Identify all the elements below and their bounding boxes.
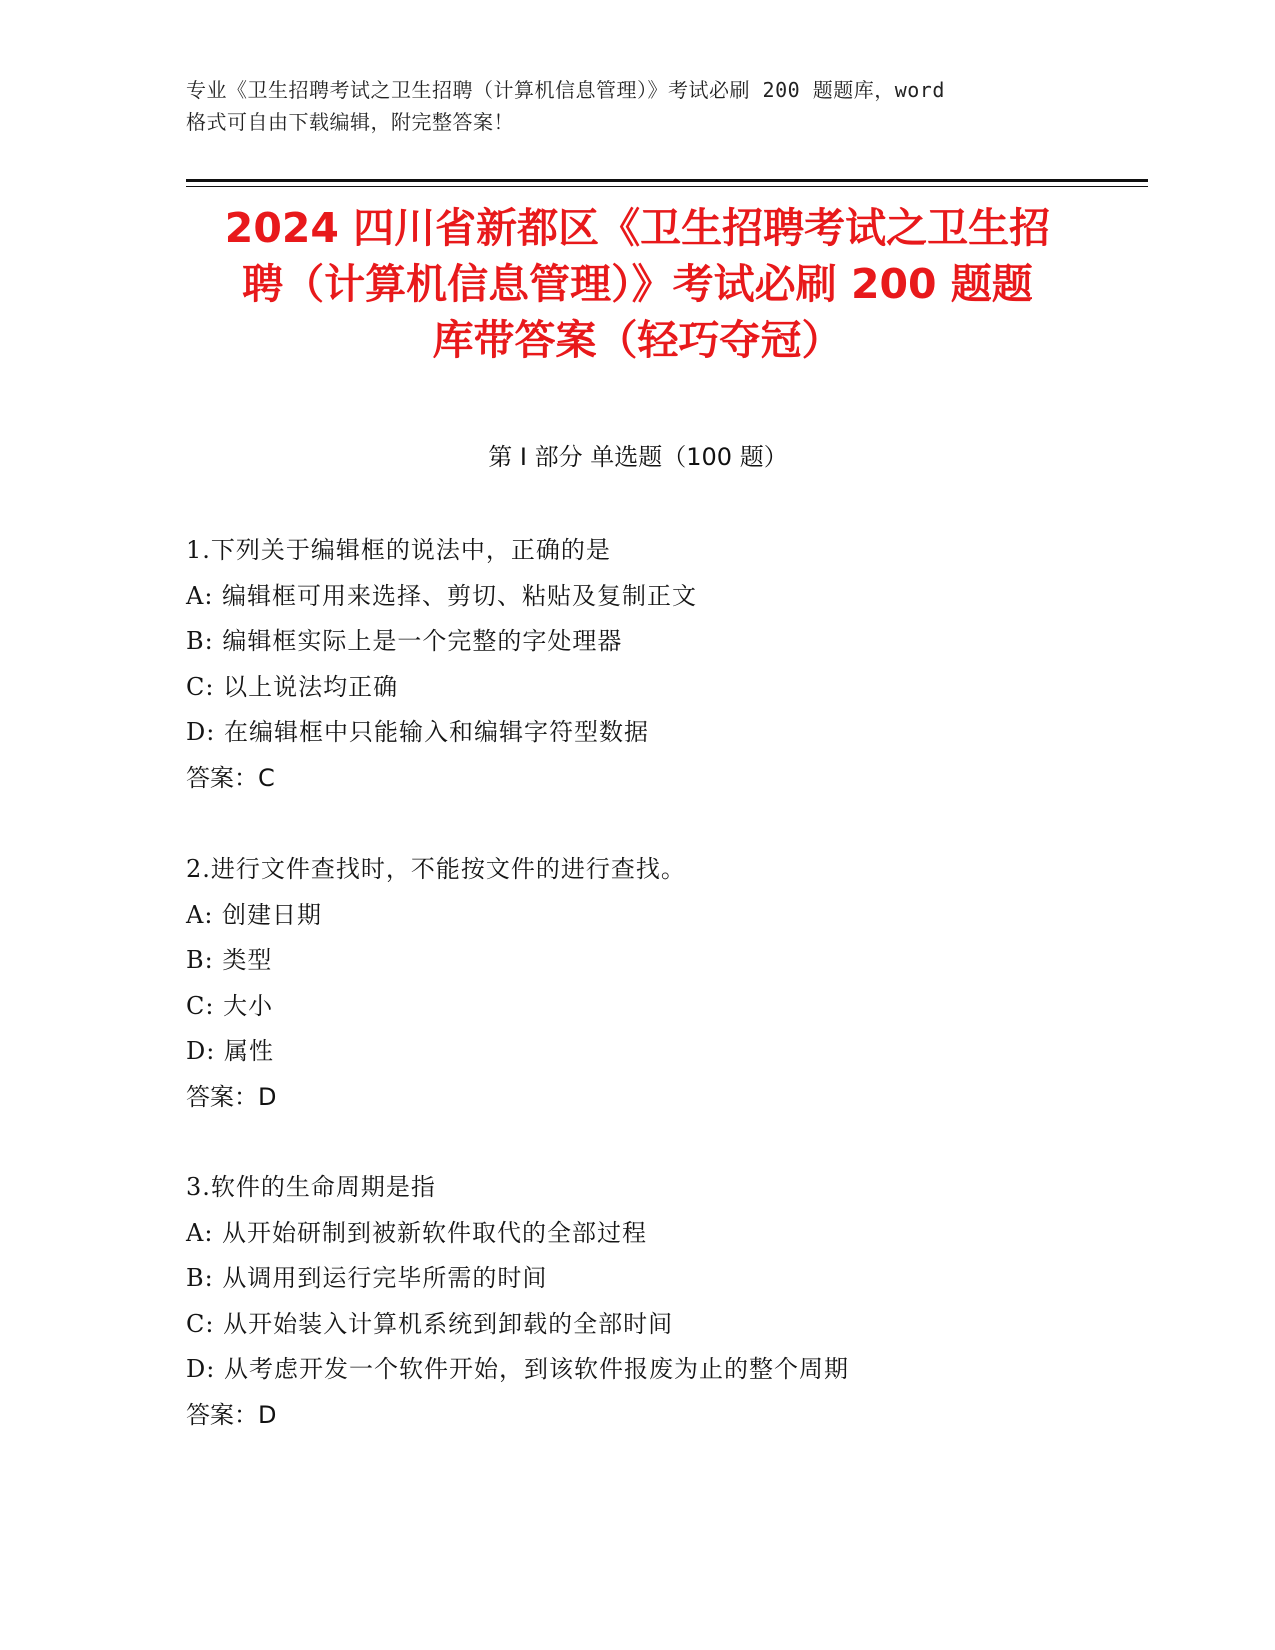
- header-line-1: 专业《卫生招聘考试之卫生招聘（计算机信息管理）》考试必刷 200 题题库，word: [186, 78, 945, 102]
- question-2: [186, 847, 1146, 1120]
- question-stem: 1.下列关于编辑框的说法中，正确的是: [186, 536, 611, 564]
- title-line-2: 聘（计算机信息管理）》考试必刷 200 题题: [242, 260, 1033, 308]
- header-rule-thick: [186, 179, 1148, 182]
- option-d: D: 在编辑框中只能输入和编辑字符型数据: [186, 718, 649, 746]
- option-d: D: 从考虑开发一个软件开始，到该软件报废为止的整个周期: [186, 1355, 849, 1383]
- header-line-2: 格式可自由下载编辑，附完整答案！: [186, 110, 514, 134]
- option-c: C: 大小: [186, 991, 274, 1020]
- option-b: B: 类型: [186, 946, 273, 974]
- option-a: A: 从开始研制到被新软件取代的全部过程: [186, 1218, 648, 1247]
- answer-line: 答案：C: [186, 763, 275, 792]
- option-b: B: 编辑框实际上是一个完整的字处理器: [186, 627, 623, 655]
- document-title: [150, 200, 1125, 368]
- option-c: C: 从开始装入计算机系统到卸载的全部时间: [186, 1309, 674, 1338]
- section-heading: 第 I 部分 单选题（100 题）: [488, 443, 788, 471]
- answer-line: 答案：D: [186, 1400, 277, 1429]
- option-a: A: 创建日期: [186, 900, 323, 929]
- title-line-3: 库带答案（轻巧夺冠）: [432, 316, 843, 364]
- header-rule-thin: [186, 186, 1148, 187]
- document-header-note: [186, 74, 1106, 138]
- answer-line: 答案：D: [186, 1082, 277, 1111]
- question-1: [186, 528, 1146, 801]
- option-c: C: 以上说法均正确: [186, 672, 399, 701]
- title-line-1: 2024 四川省新都区《卫生招聘考试之卫生招: [224, 204, 1051, 252]
- option-d: D: 属性: [186, 1037, 274, 1065]
- option-b: B: 从调用到运行完毕所需的时间: [186, 1264, 548, 1292]
- question-stem: 2.进行文件查找时，不能按文件的进行查找。: [186, 855, 686, 883]
- question-stem: 3.软件的生命周期是指: [186, 1173, 436, 1201]
- question-3: [186, 1165, 1146, 1438]
- option-a: A: 编辑框可用来选择、剪切、粘贴及复制正文: [186, 581, 698, 610]
